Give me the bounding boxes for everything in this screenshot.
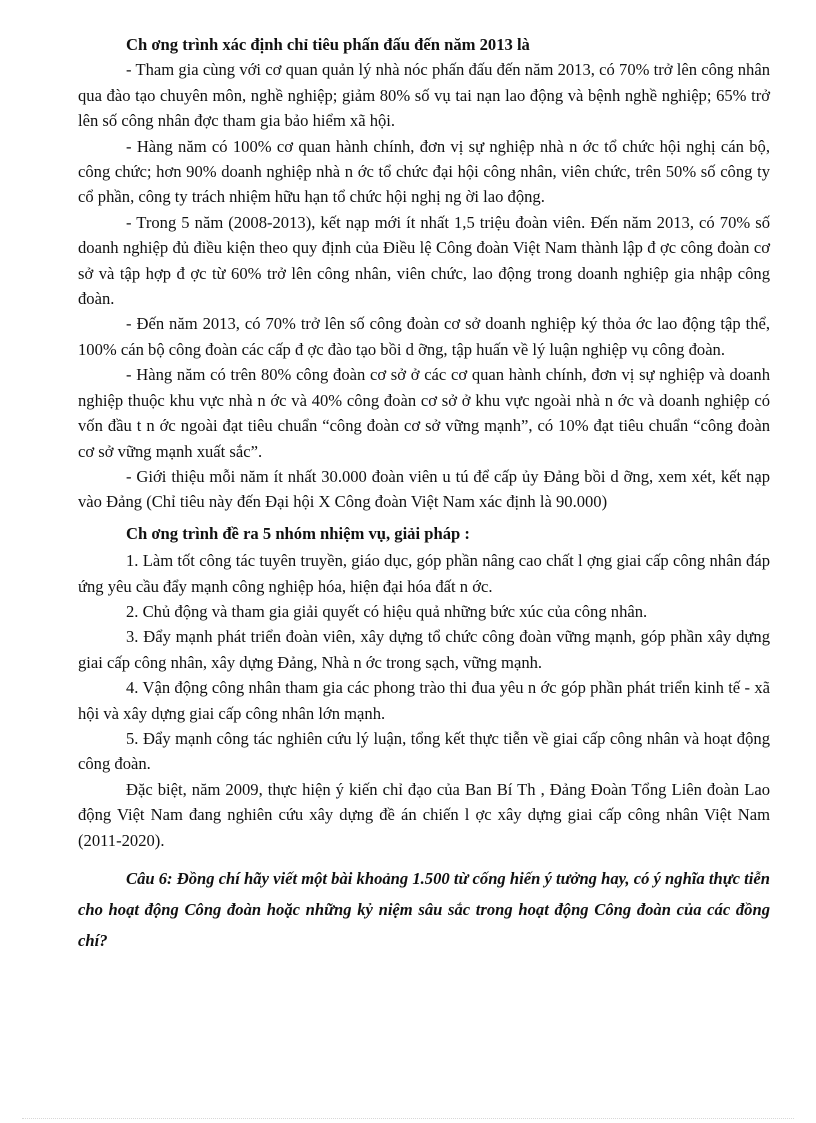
- target-paragraph: - Đến năm 2013, có 70% trở lên số công đoàn cơ sở doanh nghiệp ký thỏa ớc lao động tập thể, 100% cán bộ công đoàn các cấp đ ợc đào tạo bồi d ỡng, tập huấn về lý luận nghiệp vụ công đoàn.: [78, 314, 770, 359]
- task-paragraph: 5. Đẩy mạnh công tác nghiên cứu lý luận, tổng kết thực tiễn về giai cấp công nhân và hoạt động công đoàn.: [78, 728, 770, 774]
- target-paragraph: - Giới thiệu mỗi năm ít nhất 30.000 đoàn viên u tú để cấp ủy Đảng bồi d ỡng, xem xét, kết nạp vào Đảng (Chỉ tiêu này đến Đại hội X Công đoàn Việt Nam xác định là 90.000): [78, 466, 770, 512]
- target-paragraph: - Trong 5 năm (2008-2013), kết nạp mới ít nhất 1,5 triệu đoàn viên. Đến năm 2013, có 70% số doanh nghiệp đủ điều kiện theo quy định của Điều lệ Công đoàn Việt Nam thành lập đ ợc công đoàn cơ sở và tập hợp đ ợc từ 60% trở lên công nhân, viên chức, lao động trong doanh nghiệp gia nhập công đoàn.: [78, 212, 770, 309]
- special-paragraph: Đặc biệt, năm 2009, thực hiện ý kiến chỉ đạo của Ban Bí Th , Đảng Đoàn Tổng Liên đoàn Lao động Việt Nam đang nghiên cứu xây dựng đề án chiến l ợc xây dựng giai cấp công nhân Việt Nam (2011-2020).: [78, 779, 770, 850]
- task-paragraph: 2. Chủ động và tham gia giải quyết có hiệu quả những bức xúc của công nhân.: [126, 601, 648, 621]
- heading-tasks: Ch ơng trình đề ra 5 nhóm nhiệm vụ, giải pháp :: [126, 523, 470, 543]
- target-paragraph: - Tham gia cùng với cơ quan quản lý nhà nóc phấn đấu đến năm 2013, có 70% trở lên công nhân qua đào tạo chuyên môn, nghề nghiệp; giảm 80% số vụ tai nạn lao động và bệnh nghề nghiệp; 65% trở lên số công nhân đợc tham gia bảo hiểm xã hội.: [78, 60, 770, 131]
- heading-targets: Ch ơng trình xác định chỉ tiêu phấn đấu đến năm 2013 là: [126, 35, 530, 54]
- target-paragraph: - Hàng năm có 100% cơ quan hành chính, đơn vị sự nghiệp nhà n ớc tổ chức hội nghị cán bộ, công chức; hơn 90% doanh nghiệp nhà n ớc tổ chức đại hội công nhân, viên chức, trên 50% số công ty cổ phần, công ty trách nhiệm hữu hạn tổ chức hội nghị ng ời lao động.: [78, 136, 770, 207]
- document-body: [78, 30, 770, 956]
- task-paragraph: 1. Làm tốt công tác tuyên truyền, giáo dục, góp phần nâng cao chất l ợng giai cấp công nhân đáp ứng yêu cầu đẩy mạnh công nghiệp hóa, hiện đại hóa đất n ớc.: [78, 551, 770, 596]
- task-paragraph: 4. Vận động công nhân tham gia các phong trào thi đua yêu n ớc góp phần phát triển kinh tế - xã hội và xây dựng giai cấp công nhân lớn mạnh.: [78, 678, 770, 723]
- task-paragraph: 3. Đẩy mạnh phát triển đoàn viên, xây dựng tổ chức công đoàn vững mạnh, góp phần xây dựng giai cấp công nhân, xây dựng Đảng, Nhà n ớc trong sạch, vững mạnh.: [78, 627, 770, 672]
- page-bottom-rule: [22, 1118, 794, 1119]
- question-paragraph: Câu 6: Đồng chí hãy viết một bài khoảng 1.500 từ cống hiến ý tưởng hay, có ý nghĩa thực tiễn cho hoạt động Công đoàn hoặc những kỷ niệm sâu sắc trong hoạt động Công đoàn của các đồng chí?: [78, 869, 770, 950]
- target-paragraph: - Hàng năm có trên 80% công đoàn cơ sở ở các cơ quan hành chính, đơn vị sự nghiệp và doanh nghiệp thuộc khu vực nhà n ớc và 40% công đoàn cơ sở ở khu vực ngoài nhà n ớc và doanh nghiệp có vốn đầu t n ớc ngoài đạt tiêu chuẩn “công đoàn cơ sở vững mạnh”, có 10% đạt tiêu chuẩn “công đoàn cơ sở vững mạnh xuất sắc”.: [78, 365, 770, 461]
